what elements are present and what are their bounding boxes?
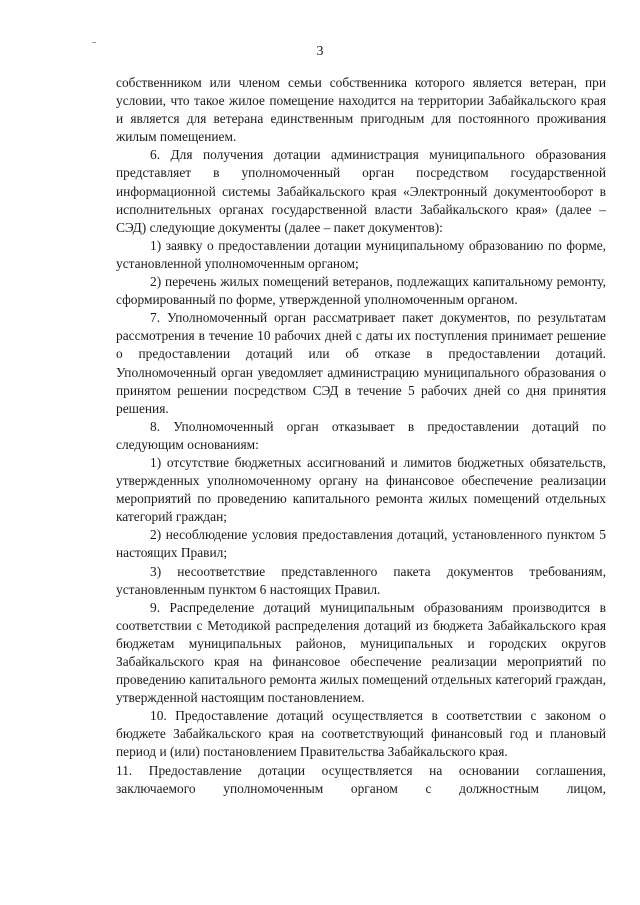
paragraph-item-10: 10. Предоставление дотаций осуществляется в соответствии с законом о бюджете Забайкальского края на соответствующий финансовый год и плановый период и (или) постановлением Правительства Забайкальского края. [116, 708, 606, 760]
paragraph-item-8: 8. Уполномоченный орган отказывает в предоставлении дотаций по следующим основаниям: [116, 418, 606, 452]
scan-mark [92, 42, 96, 43]
paragraph-item-9: 9. Распределение дотаций муниципальным образованиям производится в соответствии с Методикой распределения дотаций из бюджета Забайкальского края бюджетам муниципальных районов, муниципальных и городских округов Забайкальского края на финансовое обеспечение реализации мероприятий по проведению капитального ремонта жилых помещений отдельных категорий граждан, утвержденной настоящим постановлением. [116, 599, 606, 706]
paragraph-item-6-1: 1) заявку о предоставлении дотации муниципальному образованию по форме, установленной уполномоченным органом; [116, 237, 606, 271]
paragraph-item-8-1: 1) отсутствие бюджетных ассигнований и лимитов бюджетных обязательств, утвержденных уполномоченному органу на финансовое обеспечение реализации мероприятий по проведению капитального ремонта жилых помещений отдельных категорий граждан; [116, 454, 606, 525]
paragraph-item-11: 11. Предоставление дотации осуществляется на основании соглашения, заключаемого уполномоченным органом с должностным лицом, [116, 762, 606, 796]
paragraph-item-8-2: 2) несоблюдение условия предоставления дотаций, установленного пунктом 5 настоящих Правил; [116, 527, 606, 561]
paragraph-item-6-2: 2) перечень жилых помещений ветеранов, подлежащих капитальному ремонту, сформированный по форме, утвержденной уполномоченным органом. [116, 274, 606, 308]
paragraph-item-6: 6. Для получения дотации администрация муниципального образования представляет в уполномоченный орган посредством государственной информационной системы Забайкальского края «Электронный документооборот в исполнительных органах государственной власти Забайкальского края» (далее – СЭД) следующие документы (далее – пакет документов): [116, 147, 606, 235]
paragraph-continuation: собственником или членом семьи собственника которого является ветеран, при условии, что такое жилое помещение находится на территории Забайкальского края и является для ветерана единственным пригодным для постоянного проживания жилым помещением. [116, 75, 606, 145]
paragraph-item-7: 7. Уполномоченный орган рассматривает пакет документов, по результатам рассмотрения в течение 10 рабочих дней с даты их поступления принимает решение о предоставлении дотаций или об отказе в предоставлении дотаций. Уполномоченный орган уведомляет администрацию муниципального образования о принятом решении посредством СЭД в течение 5 рабочих дней со дня принятия решения. [116, 310, 606, 416]
paragraph-item-8-3: 3) несоответствие представленного пакета документов требованиям, установленным пунктом 6 настоящих Правил. [116, 563, 606, 597]
page-number: 3 [316, 44, 324, 59]
document-body [116, 74, 606, 798]
